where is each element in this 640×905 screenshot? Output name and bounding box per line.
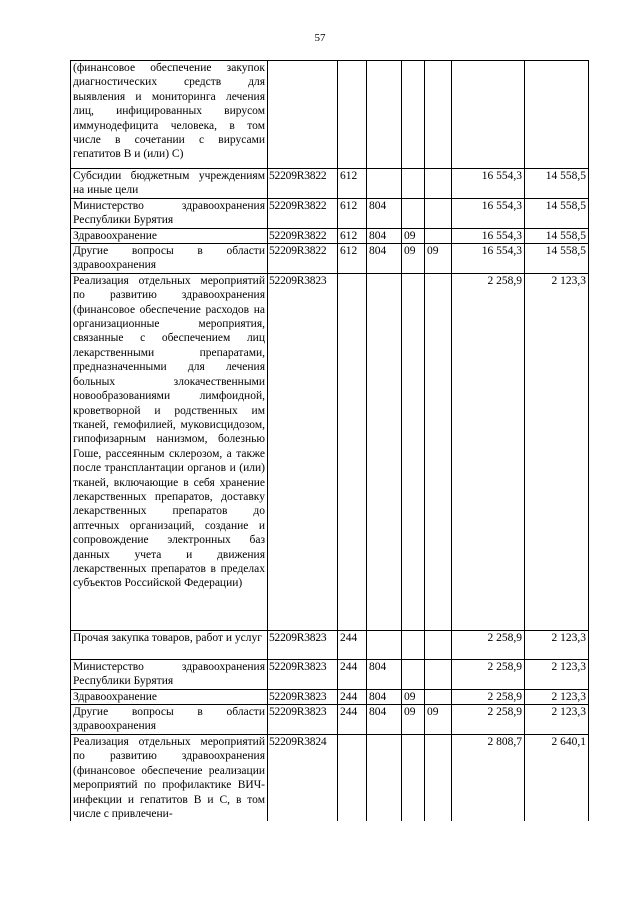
target-code: 52209R3823 — [268, 705, 338, 735]
target-code: 52209R3822 — [268, 198, 338, 228]
subsection-code — [425, 689, 452, 704]
subsection-code — [425, 734, 452, 821]
amount-year-2: 14 558,5 — [525, 228, 589, 243]
section-code — [402, 61, 425, 169]
row-name: Субсидии бюджетным учреждениям на иные цели — [71, 169, 268, 199]
target-code: 52209R3822 — [268, 169, 338, 199]
row-name: Другие вопросы в области здравоохранения — [71, 244, 268, 274]
table-row — [71, 244, 589, 274]
amount-year-2: 2 640,1 — [525, 734, 589, 821]
section-code: 09 — [402, 689, 425, 704]
row-name: Министерство здравоохранения Республики Бурятия — [71, 198, 268, 228]
table-row — [71, 198, 589, 228]
ministry-code — [367, 61, 402, 169]
section-code — [402, 659, 425, 689]
subsection-code — [425, 630, 452, 659]
amount-year-1: 2 258,9 — [452, 273, 525, 630]
row-name: Другие вопросы в области здравоохранения — [71, 705, 268, 735]
section-code: 09 — [402, 705, 425, 735]
amount-year-1 — [452, 61, 525, 169]
expense-type: 244 — [338, 705, 367, 735]
amount-year-2 — [525, 61, 589, 169]
row-name: Реализация отдельных мероприятий по развитию здравоохранения (финансовое обеспечение реализации мероприятий по профилактике ВИЧ-инфекции и гепатитов В и С, в том числе с привлечени- — [71, 734, 268, 821]
expense-type: 612 — [338, 228, 367, 243]
subsection-code — [425, 659, 452, 689]
subsection-code — [425, 273, 452, 630]
row-name: Здравоохранение — [71, 228, 268, 243]
target-code: 52209R3823 — [268, 273, 338, 630]
target-code: 52209R3822 — [268, 228, 338, 243]
section-code — [402, 734, 425, 821]
page-number: 57 — [314, 32, 326, 44]
budget-table — [70, 60, 589, 821]
subsection-code — [425, 228, 452, 243]
ministry-code: 804 — [367, 689, 402, 704]
amount-year-1: 16 554,3 — [452, 198, 525, 228]
target-code — [268, 61, 338, 169]
row-name: Министерство здравоохранения Республики Бурятия — [71, 659, 268, 689]
amount-year-1: 16 554,3 — [452, 228, 525, 243]
amount-year-1: 16 554,3 — [452, 169, 525, 199]
target-code: 52209R3823 — [268, 630, 338, 659]
amount-year-2: 2 123,3 — [525, 659, 589, 689]
section-code — [402, 198, 425, 228]
section-code: 09 — [402, 228, 425, 243]
ministry-code: 804 — [367, 244, 402, 274]
amount-year-2: 2 123,3 — [525, 705, 589, 735]
amount-year-1: 2 258,9 — [452, 630, 525, 659]
table-row — [71, 689, 589, 704]
amount-year-1: 2 808,7 — [452, 734, 525, 821]
expense-type: 244 — [338, 659, 367, 689]
amount-year-1: 2 258,9 — [452, 705, 525, 735]
subsection-code: 09 — [425, 705, 452, 735]
amount-year-2: 14 558,5 — [525, 244, 589, 274]
amount-year-1: 2 258,9 — [452, 689, 525, 704]
section-code: 09 — [402, 244, 425, 274]
amount-year-2: 14 558,5 — [525, 198, 589, 228]
expense-type: 612 — [338, 198, 367, 228]
amount-year-1: 16 554,3 — [452, 244, 525, 274]
expense-type: 612 — [338, 169, 367, 199]
amount-year-2: 2 123,3 — [525, 273, 589, 630]
row-name: Здравоохранение — [71, 689, 268, 704]
target-code: 52209R3823 — [268, 659, 338, 689]
table-row — [71, 273, 589, 630]
section-code — [402, 273, 425, 630]
ministry-code: 804 — [367, 659, 402, 689]
subsection-code — [425, 198, 452, 228]
amount-year-2: 14 558,5 — [525, 169, 589, 199]
expense-type: 244 — [338, 630, 367, 659]
section-code — [402, 630, 425, 659]
amount-year-2: 2 123,3 — [525, 630, 589, 659]
ministry-code — [367, 630, 402, 659]
subsection-code — [425, 169, 452, 199]
table-row — [71, 659, 589, 689]
subsection-code: 09 — [425, 244, 452, 274]
ministry-code — [367, 273, 402, 630]
amount-year-1: 2 258,9 — [452, 659, 525, 689]
ministry-code: 804 — [367, 705, 402, 735]
expense-type: 244 — [338, 689, 367, 704]
target-code: 52209R3822 — [268, 244, 338, 274]
subsection-code — [425, 61, 452, 169]
ministry-code: 804 — [367, 198, 402, 228]
row-name: Реализация отдельных мероприятий по развитию здравоохранения (финансовое обеспечение расходов на организационные мероприятия, связанные с обеспечением лиц лекарственными препаратами, предназначенными для лечения больных злокачественными новообразованиями лимфоидной, кроветворной и родственных им тканей, гемофилией, муковисцидозом, гипофизарным нанизмом, болезнью Гоше, рассеянным склерозом, а также после трансплантации органов и (или) тканей, включающие в себя хранение лекарственных препаратов, доставку лекарственных препаратов до аптечных организаций, создание и сопровождение электронных баз данных учета и движения лекарственных препаратов в пределах субъектов Российской Федерации) — [71, 273, 268, 630]
amount-year-2: 2 123,3 — [525, 689, 589, 704]
expense-type — [338, 273, 367, 630]
ministry-code — [367, 734, 402, 821]
ministry-code: 804 — [367, 228, 402, 243]
expense-type: 612 — [338, 244, 367, 274]
target-code: 52209R3823 — [268, 689, 338, 704]
table-row — [71, 61, 589, 169]
table-row — [71, 630, 589, 659]
target-code: 52209R3824 — [268, 734, 338, 821]
expense-type — [338, 61, 367, 169]
table-row — [71, 705, 589, 735]
table-row — [71, 228, 589, 243]
row-name: (финансовое обеспечение закупок диагностических средств для выявления и мониторинга лечения лиц, инфицированных вирусом иммунодефицита человека, в том числе в сочетании с вирусами гепатитов В и (или) С) — [71, 61, 268, 169]
expense-type — [338, 734, 367, 821]
section-code — [402, 169, 425, 199]
ministry-code — [367, 169, 402, 199]
table-row — [71, 169, 589, 199]
row-name: Прочая закупка товаров, работ и услуг — [71, 630, 268, 659]
table-row — [71, 734, 589, 821]
